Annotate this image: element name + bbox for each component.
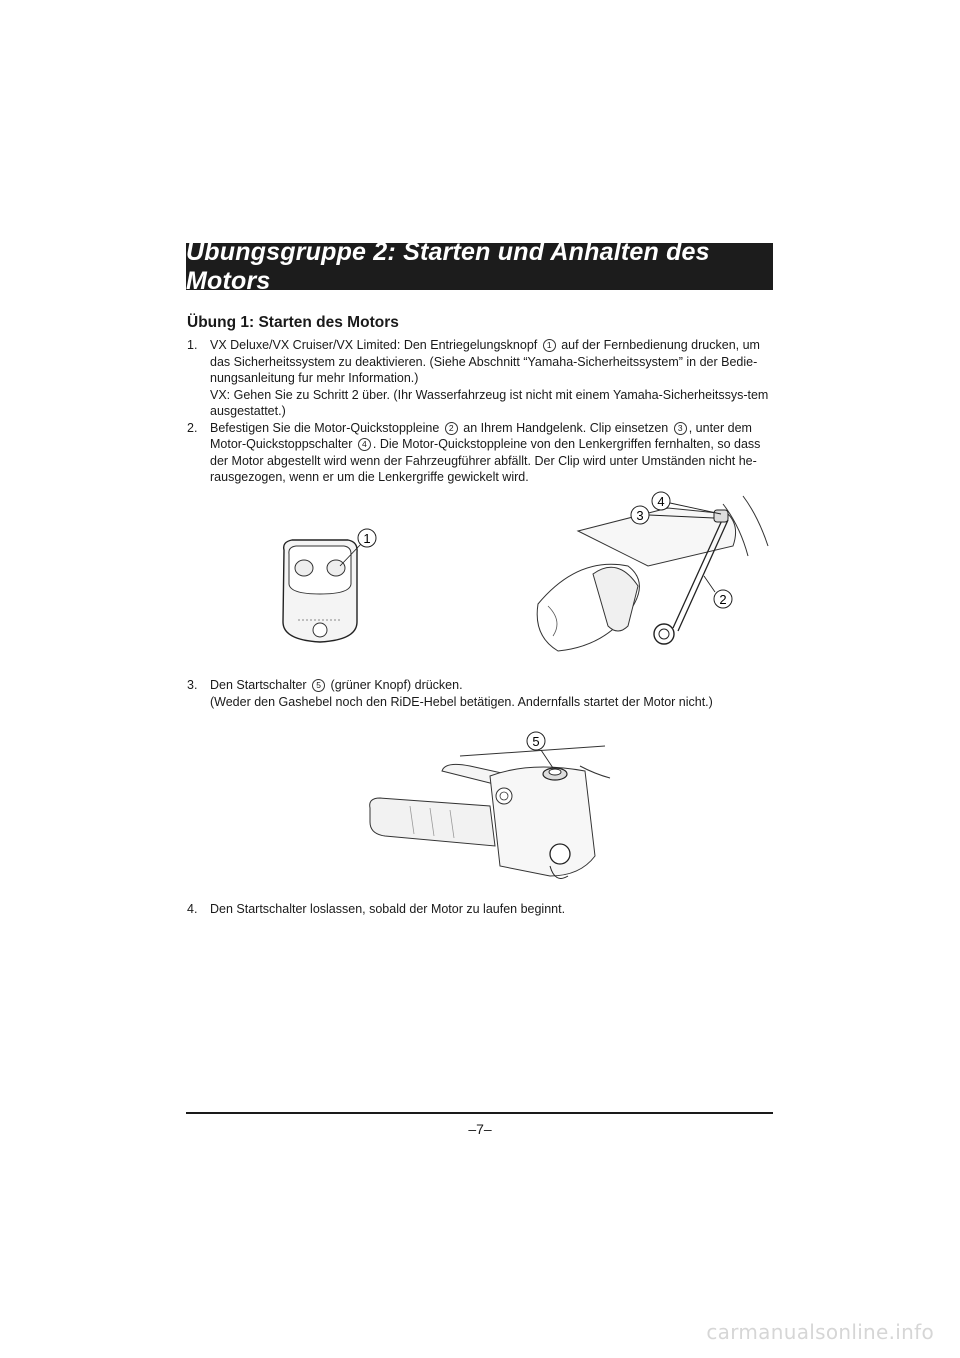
switch-housing [490,767,595,876]
step-3-text: Den Startschalter 5 (grüner Knopf) drücken. [210,678,463,692]
steps-block-middle [187,677,777,710]
footer-rule [186,1112,773,1114]
stop-switch-clip [714,510,728,522]
handlebar-lanyard-illustration [518,486,778,666]
callout-5-label: 5 [532,734,540,749]
start-switch-illustration [350,726,620,891]
steps-block-top [187,337,777,486]
callout-4-label: 4 [657,494,665,509]
stop-clip [550,844,570,864]
screw [496,788,512,804]
page-title-banner [186,237,773,295]
callout-3-label: 3 [636,508,644,523]
step-1-text: VX Deluxe/VX Cruiser/VX Limited: Den Entriegelungsknopf 1 auf der Fernbedienung drucken, um das Sicherheitssystem zu deaktivieren. (Siehe Abschnitt “Yamaha-Sicherheitssystem” in der Bedie-nungsanleitung fur mehr Information.) [210,338,760,385]
step-3-note: (Weder den Gashebel noch den RiDE-Hebel betätigen. Andernfalls startet der Motor nicht.) [210,694,713,709]
callout-ref: 4 [358,438,371,451]
step-number: 3. [187,678,198,692]
step-number: 1. [187,338,198,352]
step-4 [187,901,777,918]
lock-button [295,560,313,576]
callout-ref: 1 [543,339,556,352]
page-number: –7– [468,1121,492,1137]
step-4-text: Den Startschalter loslassen, sobald der Motor zu laufen beginnt. [210,902,566,916]
unlock-button [327,560,345,576]
remote-small-button [313,623,327,637]
remote-control-illustration [262,522,382,652]
step-3 [187,677,777,710]
step-number: 4. [187,902,198,916]
watermark: carmanualsonline.info [706,1320,934,1344]
switch-housing [578,508,736,566]
callout-2-label: 2 [719,592,727,607]
step-1 [187,337,777,420]
page-title: Übungsgruppe 2: Starten und Anhalten des Motors [186,237,710,295]
callout-ref: 3 [674,422,687,435]
callout-1-label: 1 [363,531,371,546]
callout-ref: 2 [445,422,458,435]
step-2 [187,420,777,486]
steps-block-bottom [187,901,777,918]
callout-ref: 5 [312,679,325,692]
step-number: 2. [187,420,198,435]
wrist-clip [654,624,674,644]
step-1-text-vx: VX: Gehen Sie zu Schritt 2 über. (Ihr Wasserfahrzeug ist nicht mit einem Yamaha-Sicherheitssys-tem ausgestattet.) [210,387,769,418]
section-title: Übung 1: Starten des Motors [187,314,399,331]
step-2-text: Befestigen Sie die Motor-Quickstoppleine 2 an Ihrem Handgelenk. Clip einsetzen 3 , unter dem Motor-Quickstoppschalter 4 . Die Motor-Quickstoppleine von den Lenkergriffen fernhalten, so dass der Motor abgestellt wird wenn der Fahrzeugführer abfällt. Der Clip wird unter Umständen nicht he-rausgezogen, wenn er um die Lenkergriffe gewickelt wird. [210,420,761,484]
